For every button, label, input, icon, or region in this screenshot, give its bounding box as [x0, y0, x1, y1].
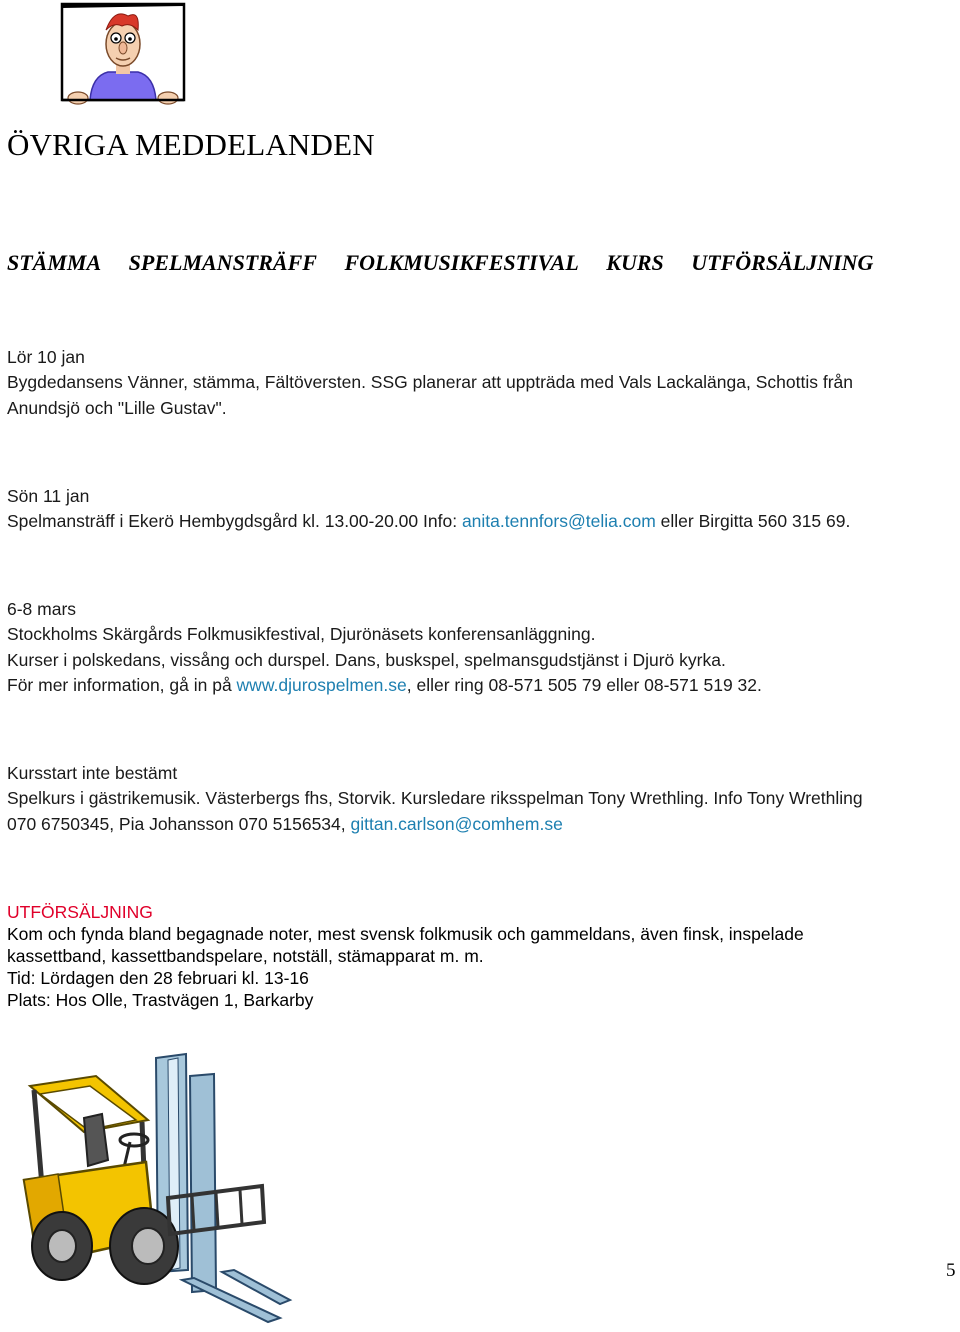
sale-text: kassettband, kassettbandspelare, notställ, stämapparat m. m. [7, 946, 484, 966]
announcement-utforsaljning [7, 901, 804, 1011]
sale-title: UTFÖRSÄLJNING [7, 902, 153, 922]
announcement-date: Lör 10 jan [7, 347, 85, 367]
page-title: ÖVRIGA MEDDELANDEN [7, 127, 375, 162]
cartoon-man-clipart [58, 2, 188, 106]
category-utforsaljning: UTFÖRSÄLJNING [691, 250, 874, 275]
website-link[interactable]: www.djurospelmen.se [236, 675, 407, 696]
announcement-date: 6-8 mars [7, 599, 77, 619]
announcement-text [7, 673, 762, 698]
announcement-text-part: , eller ring 08-571 505 79 eller 08-571 519 32. [406, 675, 762, 696]
category-stamma: STÄMMA [7, 250, 102, 275]
announcement-text [7, 812, 863, 837]
announcement-text: Bygdedansens Vänner, stämma, Fältöversten. SSG planerar att uppträda med Vals Lackalänga, Schottis från [7, 372, 853, 393]
category-kurs: KURS [606, 250, 664, 275]
announcement-text-part: 070 6750345, Pia Johansson 070 5156534, [7, 813, 351, 834]
page-number: 5 [946, 1260, 956, 1281]
announcement-text-part: eller Birgitta 560 315 69. [655, 511, 851, 532]
forklift-clipart [18, 1050, 298, 1330]
sale-place: Plats: Hos Olle, Trastvägen 1, Barkarby [7, 990, 314, 1010]
announcement-text-part: Spelmansträff i Ekerö Hembygdsgård kl. 13.00-20.00 Info: [7, 511, 462, 532]
announcement-text: Stockholms Skärgårds Folkmusikfestival, Djurönäsets konferensanläggning. [7, 624, 596, 645]
announcement-text: Spelkurs i gästrikemusik. Västerbergs fhs, Storvik. Kursledare riksspelman Tony Wrethling. Info Tony Wrethling [7, 788, 863, 809]
announcement-text: Anundsjö och "Lille Gustav". [7, 397, 227, 418]
announcement-spelmanstraff [7, 484, 850, 535]
announcement-text [7, 509, 850, 534]
email-link[interactable]: anita.tennfors@telia.com [461, 511, 656, 532]
email-link[interactable]: gittan.carlson@comhem.se [350, 813, 563, 834]
category-list [7, 250, 895, 276]
announcement-text: Kurser i polskedans, vissång och durspel. Dans, buskspel, spelmansgudstjänst i Djurö kyrka. [7, 649, 726, 670]
category-folkmusikfestival: FOLKMUSIKFESTIVAL [344, 250, 579, 275]
sale-text: Kom och fynda bland begagnade noter, mest svensk folkmusik och gammeldans, även finsk, inspelade [7, 924, 804, 944]
announcement-text-part: För mer information, gå in på [7, 675, 237, 696]
announcement-folkmusikfestival [7, 597, 762, 699]
announcement-date: Sön 11 jan [7, 486, 90, 506]
announcement-date: Kursstart inte bestämt [7, 763, 178, 783]
announcement-stamma [7, 345, 853, 421]
announcement-kurs [7, 761, 863, 837]
sale-time: Tid: Lördagen den 28 februari kl. 13-16 [7, 968, 309, 988]
category-spelmanstraff: SPELMANSTRÄFF [128, 250, 317, 275]
